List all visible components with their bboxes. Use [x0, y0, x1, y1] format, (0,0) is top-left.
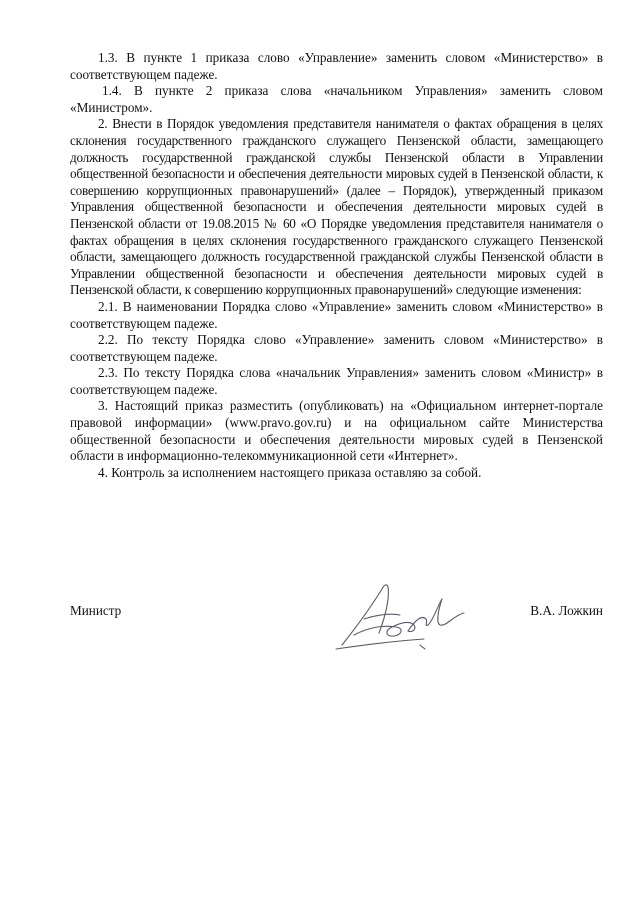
signatory-title: Министр — [70, 603, 122, 618]
signature-block — [70, 603, 603, 663]
paragraph-2-2: 2.2. По тексту Порядка слово «Управление» заменить словом «Министерство» в соответствующем падеже. — [70, 332, 603, 364]
paragraph-3: 3. Настоящий приказ разместить (опубликовать) на «Официальном интернет-портале правовой информации» (www.pravo.gov.ru) и на официальном сайте Министерства общественной безопасности и обеспечения деятельности мировых судей в Пензенской области в информационно-телекоммуникационной сети «Интернет». — [70, 398, 603, 464]
document-body — [70, 50, 603, 481]
paragraph-2: 2. Внести в Порядок уведомления представителя нанимателя о фактах обращения в целях склонения государственного гражданского служащего Пензенской области, замещающего должность государственной гражданской службы Пензенской области в Управлении общественной безопасности и обеспечения деятельности мировых судей в Пензенской области, к совершению коррупционных правонарушений» (далее – Порядок), утвержденный приказом Управления общественной безопасности и обеспечения деятельности мировых судей в Пензенской области от 19.08.2015 № 60 «О Порядке уведомления представителя нанимателя о фактах обращения в целях склонения государственного гражданского служащего Пензенской области, замещающего должность государственной гражданской службы Пензенской области в Управлении общественной безопасности и обеспечения деятельности мировых судей в Пензенской области, к совершению коррупционных правонарушений» следующие изменения: — [70, 116, 603, 298]
paragraph-1-3: 1.3. В пункте 1 приказа слово «Управление» заменить словом «Министерство» в соответствующем падеже. — [70, 50, 603, 82]
signatory-name: В.А. Ложкин — [530, 603, 603, 618]
paragraph-2-3: 2.3. По тексту Порядка слова «начальник Управления» заменить словом «Министр» в соответствующем падеже. — [70, 365, 603, 397]
paragraph-4: 4. Контроль за исполнением настоящего приказа оставляю за собой. — [98, 464, 482, 480]
paragraph-2-1: 2.1. В наименовании Порядка слово «Управление» заменить словом «Министерство» в соответствующем падеже. — [70, 298, 603, 331]
handwritten-signature — [324, 575, 484, 655]
paragraph-1-4: 1.4. В пункте 2 приказа слова «начальником Управления» заменить словом «Министром». — [70, 83, 603, 115]
